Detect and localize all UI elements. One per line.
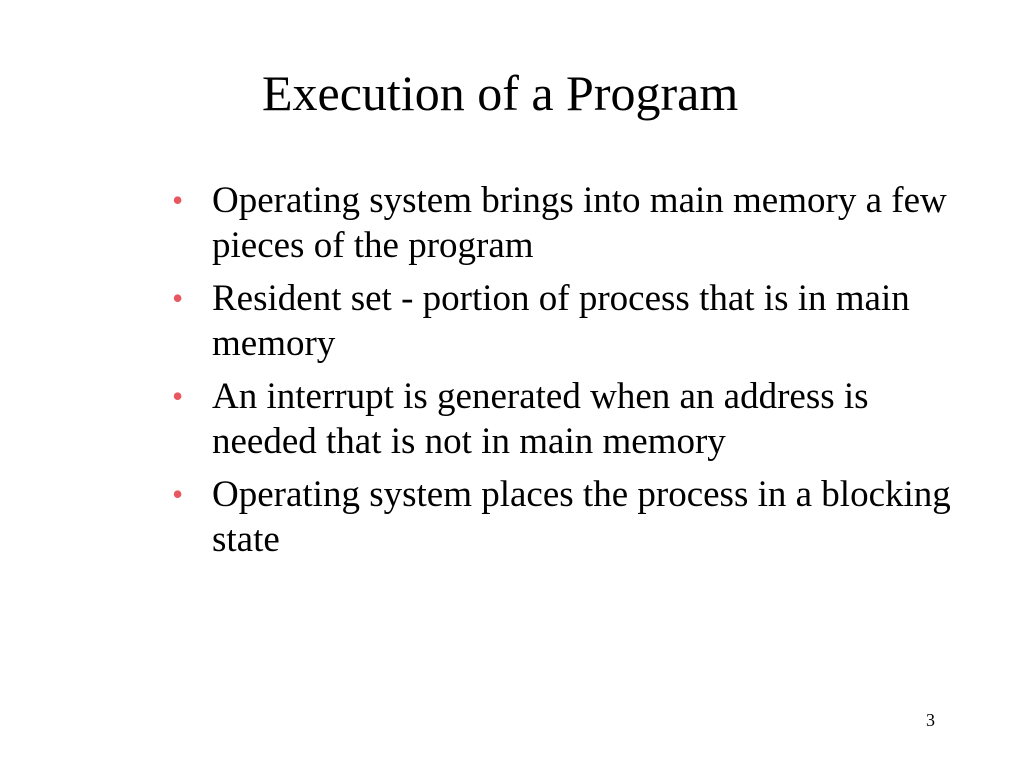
bullet-item bbox=[166, 276, 966, 366]
bullet-item bbox=[166, 374, 966, 464]
bullet-text: An interrupt is generated when an address is needed that is not in main memory bbox=[212, 376, 869, 462]
bullet-text: Operating system brings into main memory a few pieces of the program bbox=[212, 180, 947, 266]
bullet-item bbox=[166, 178, 966, 268]
bullet-item bbox=[166, 472, 966, 562]
bullet-list bbox=[166, 178, 966, 570]
bullet-icon: • bbox=[172, 280, 184, 316]
bullet-icon: • bbox=[172, 476, 184, 512]
slide-title: Execution of a Program bbox=[262, 65, 739, 121]
bullet-text: Operating system places the process in a blocking state bbox=[212, 474, 951, 560]
bullet-icon: • bbox=[172, 182, 184, 218]
bullet-text: Resident set - portion of process that is in main memory bbox=[212, 278, 910, 364]
bullet-icon: • bbox=[172, 378, 184, 414]
slide-number: 3 bbox=[926, 710, 935, 730]
